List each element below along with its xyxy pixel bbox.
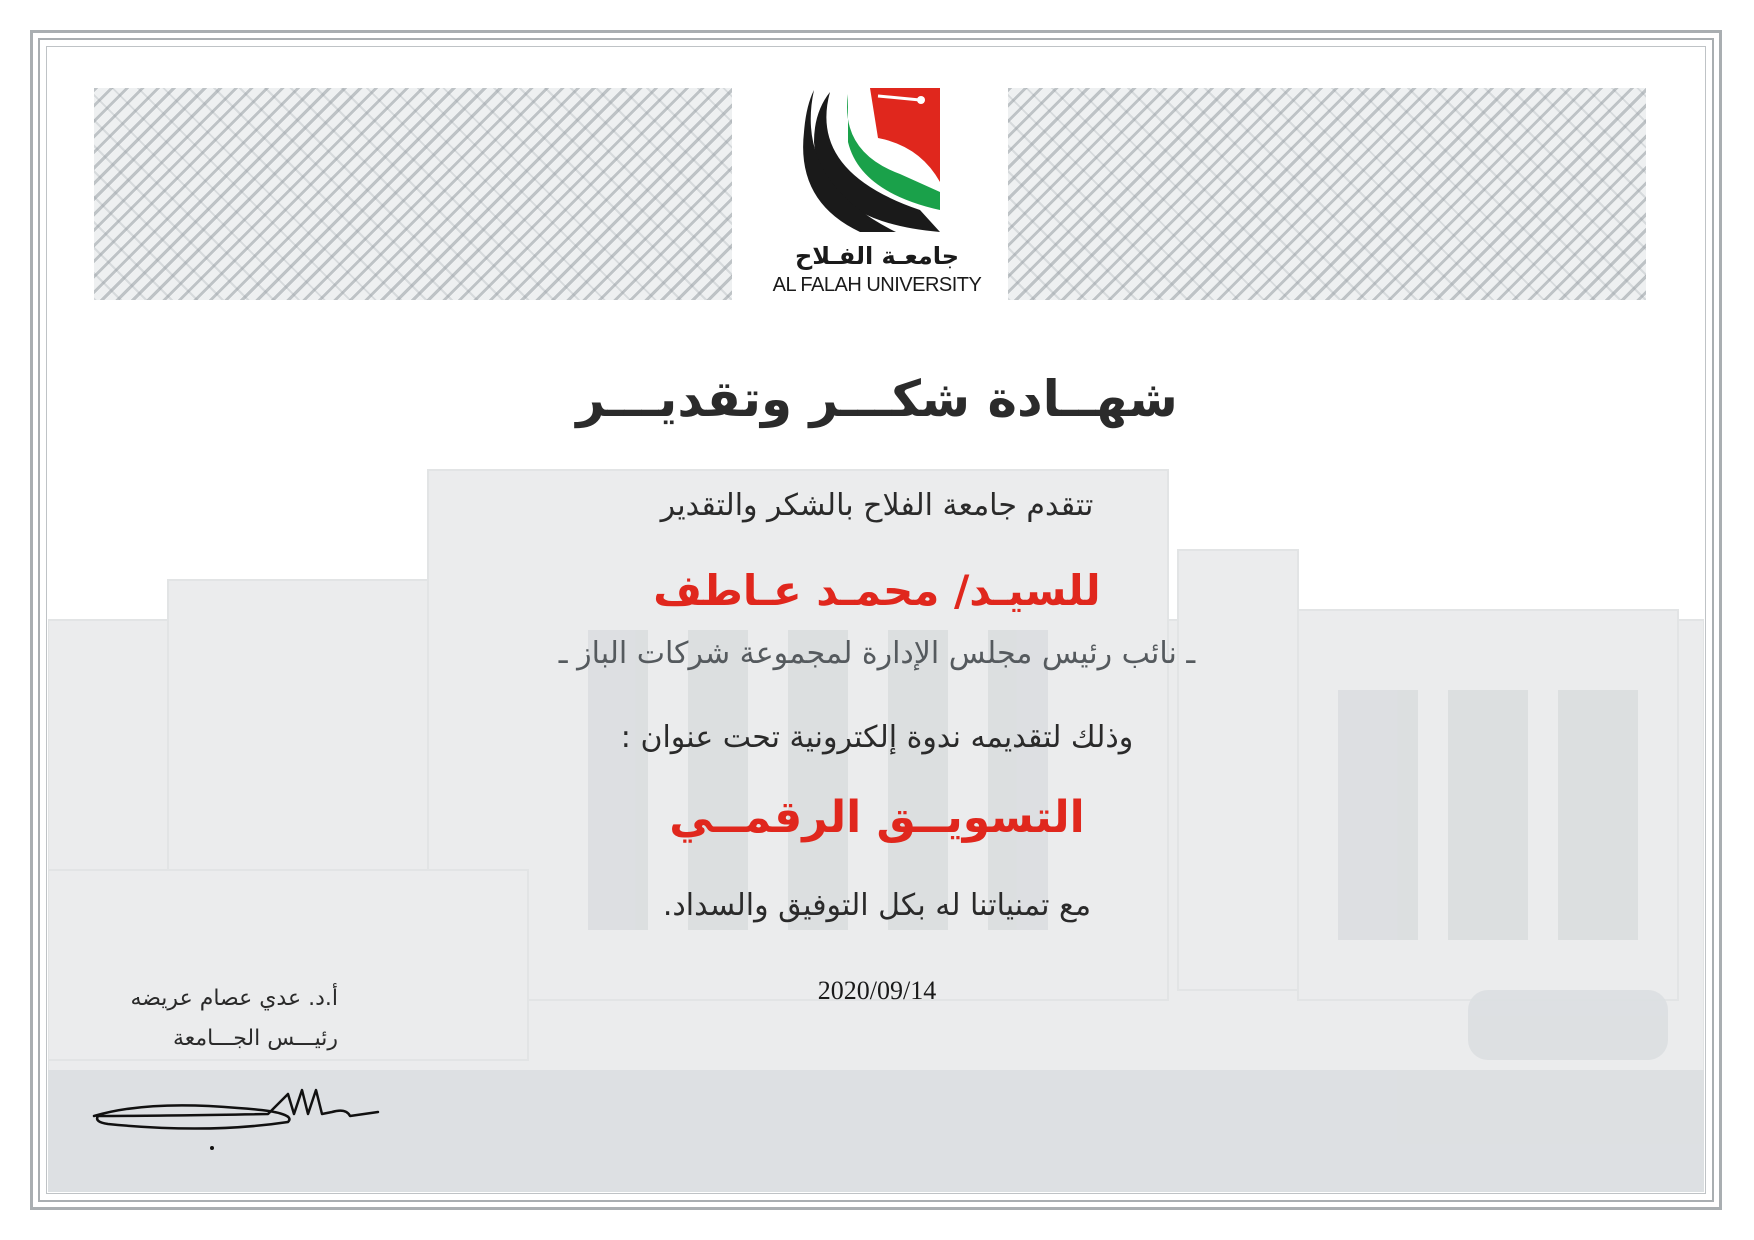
seminar-topic: التسويــق الرقمــي (669, 792, 1085, 843)
university-logo (764, 82, 990, 302)
university-emblem-icon (800, 82, 954, 232)
certificate-purpose: وذلك لتقديمه ندوة إلكترونية تحت عنوان : (620, 720, 1134, 755)
university-name-arabic: جامعـة الفـلاح (794, 242, 960, 270)
university-name-english: AL FALAH UNIVERSITY (772, 274, 982, 296)
signatory-title: رئيـــس الجـــامعة (172, 1026, 338, 1051)
signatory-name: أ.د. عدي عصام عريضه (130, 986, 338, 1011)
certificate-date: 2020/09/14 (817, 976, 937, 1005)
decorative-pattern-right (1008, 88, 1646, 300)
certificate-intro: تتقدم جامعة الفلاح بالشكر والتقدير (660, 488, 1094, 523)
recipient-name: للسيـد/ محمـد عـاطف (653, 566, 1101, 615)
closing-wishes: مع تمنياتنا له بكل التوفيق والسداد. (662, 888, 1092, 923)
recipient-position: ـ نائب رئيس مجلس الإدارة لمجموعة شركات الباز ـ (558, 636, 1196, 671)
decorative-pattern-left (94, 88, 732, 300)
certificate-title: شهــادة شكـــر وتقديـــر (576, 370, 1178, 428)
handwritten-signature (88, 1072, 388, 1152)
